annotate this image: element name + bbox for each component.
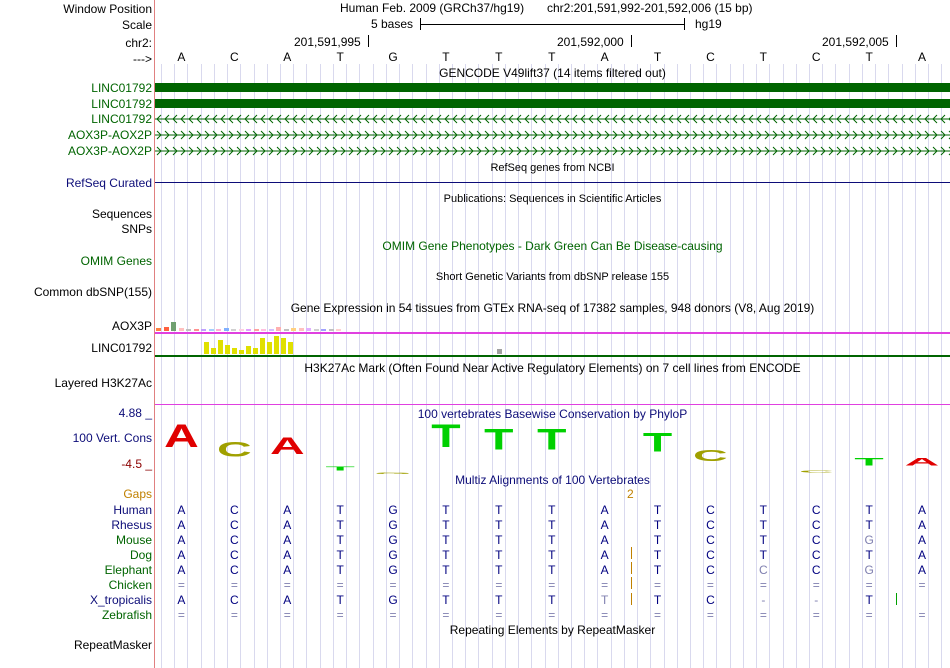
base-letter: C — [230, 50, 239, 64]
phylop-base-glyph: T — [537, 423, 567, 456]
gaps-label: Gaps — [123, 487, 152, 501]
scale-right-tick — [684, 18, 685, 30]
gencode-item-label-4[interactable]: AOX3P-AOX2P — [67, 128, 152, 142]
gtex-tissue-bar[interactable] — [336, 329, 341, 331]
publications-track-title[interactable]: Publications: Sequences in Scientific Articles — [443, 193, 662, 205]
alignment-base: = — [812, 578, 820, 592]
alignment-base: = — [759, 578, 767, 592]
alignment-base: T — [865, 503, 873, 517]
gtex-tissue-bar[interactable] — [321, 329, 326, 331]
gtex-tissue-bar[interactable] — [267, 342, 272, 354]
alignment-base: T — [653, 548, 662, 562]
alignment-base: C — [230, 563, 239, 577]
gtex-linc01792-gene-line — [155, 355, 950, 357]
species-label[interactable]: Chicken — [108, 578, 152, 592]
gtex-label-aox3p[interactable]: AOX3P — [111, 319, 152, 333]
alignment-base: T — [600, 593, 609, 607]
alignment-base: C — [811, 503, 821, 517]
omim-track-title[interactable]: OMIM Gene Phenotypes - Dark Green Can Be Disease-causing — [382, 239, 723, 253]
gtex-tissue-bar[interactable] — [239, 350, 244, 354]
base-letter: G — [388, 50, 398, 64]
alignment-base: A — [918, 533, 927, 547]
alignment-base: = — [706, 608, 714, 622]
alignment-base: C — [230, 593, 239, 607]
gtex-tissue-bar[interactable] — [201, 329, 206, 331]
refseq-label[interactable]: RefSeq Curated — [65, 176, 152, 190]
alignment-base: = — [336, 608, 344, 622]
alignment-base: T — [336, 548, 344, 562]
alignment-base: T — [653, 593, 662, 607]
gtex-tissue-bar[interactable] — [291, 328, 296, 331]
phylop-base-glyph: C — [693, 446, 728, 465]
gtex-tissue-bar[interactable] — [269, 329, 274, 331]
gtex-track-title[interactable]: Gene Expression in 54 tissues from GTEx RNA-seq of 17382 samples, 948 donors (V8, Aug 2019) — [290, 301, 815, 315]
h3k27ac-label[interactable]: Layered H3K27Ac — [54, 376, 152, 390]
alignment-base: = — [389, 578, 397, 592]
gtex-tissue-bar[interactable] — [239, 329, 244, 331]
gtex-tissue-bar[interactable] — [218, 340, 223, 354]
phylop-base-glyph: A — [904, 456, 940, 469]
gtex-tissue-bar[interactable] — [497, 349, 502, 354]
gtex-tissue-bar[interactable] — [274, 336, 279, 354]
alignment-base: T — [548, 593, 556, 607]
alignment-base: G — [864, 563, 874, 577]
alignment-base: = — [654, 578, 662, 592]
phylop-base-glyph: T — [431, 417, 461, 455]
repeatmasker-track-title[interactable]: Repeating Elements by RepeatMasker — [449, 623, 656, 637]
alignment-base: T — [336, 593, 344, 607]
species-label[interactable]: Mouse — [115, 533, 152, 547]
gtex-tissue-bar[interactable] — [254, 329, 259, 331]
base-letter: C — [706, 50, 715, 64]
phylop-base-glyph: C — [798, 470, 834, 474]
alignment-base: T — [495, 533, 503, 547]
alignment-base: T — [442, 503, 450, 517]
alignment-base: A — [600, 548, 609, 562]
alignment-base: T — [759, 533, 768, 547]
alignment-base: A — [283, 518, 292, 532]
base-letter: T — [548, 50, 556, 64]
gtex-tissue-bar[interactable] — [232, 348, 237, 354]
base-letter: A — [600, 50, 609, 64]
gtex-tissue-bar[interactable] — [204, 342, 209, 354]
publications-sequences-label[interactable]: Sequences — [91, 207, 152, 221]
gtex-tissue-bar[interactable] — [284, 329, 289, 331]
alignment-base: A — [600, 563, 609, 577]
alignment-base: G — [388, 533, 398, 547]
alignment-base: = — [759, 608, 767, 622]
alignment-base: A — [918, 563, 927, 577]
strand-arrow-label: ---> — [133, 52, 152, 66]
scale-label: Scale — [121, 18, 152, 32]
alignment-base: T — [495, 503, 503, 517]
dbsnp-track-title[interactable]: Short Genetic Variants from dbSNP release 155 — [435, 271, 670, 283]
alignment-base: C — [230, 533, 239, 547]
gtex-tissue-bar[interactable] — [224, 328, 229, 331]
assembly-text: Human Feb. 2009 (GRCh37/hg19) — [340, 1, 525, 15]
chrom-label: chr2: — [125, 36, 152, 50]
alignment-base: A — [918, 518, 927, 532]
alignment-base: C — [706, 563, 715, 577]
alignment-base: = — [601, 608, 609, 622]
insertion-marker — [631, 577, 632, 589]
phylop-base-glyph: T — [325, 465, 355, 472]
coord-tick-1 — [368, 35, 369, 47]
base-letter: T — [865, 50, 873, 64]
alignment-base: = — [918, 608, 926, 622]
alignment-base: G — [388, 548, 398, 562]
phylop-base-glyph: T — [642, 428, 673, 458]
gtex-tissue-bar[interactable] — [164, 327, 169, 331]
repeatmasker-label[interactable]: RepeatMasker — [73, 638, 152, 652]
alignment-base: = — [230, 608, 238, 622]
phylop-track-title[interactable]: 100 vertebrates Basewise Conservation by PhyloP — [417, 407, 688, 421]
gtex-aox3p-gene-line — [155, 332, 950, 334]
gtex-tissue-bar[interactable] — [329, 329, 334, 331]
gencode-exon-bar-2[interactable] — [155, 99, 950, 108]
alignment-base: = — [177, 608, 185, 622]
refseq-intron-line[interactable] — [155, 182, 950, 183]
base-letter: A — [283, 50, 292, 64]
alignment-base: T — [442, 533, 450, 547]
coord-tick-3 — [896, 35, 897, 47]
h3k27ac-track-title[interactable]: H3K27Ac Mark (Often Found Near Active Regulatory Elements) on 7 cell lines from ENCODE — [304, 361, 801, 375]
alignment-base: C — [230, 548, 239, 562]
alignment-base: T — [653, 518, 662, 532]
alignment-base: = — [177, 578, 185, 592]
alignment-base: = — [442, 578, 450, 592]
alignment-base: C — [706, 548, 715, 562]
alignment-base: T — [548, 548, 556, 562]
alignment-base: = — [389, 608, 397, 622]
gtex-tissue-bar[interactable] — [194, 329, 199, 331]
alignment-base: = — [865, 578, 873, 592]
gencode-item-label-1[interactable]: LINC01792 — [91, 81, 152, 95]
alignment-end-marker — [896, 593, 897, 605]
species-label[interactable]: Human — [113, 503, 152, 517]
alignment-base: G — [388, 518, 398, 532]
alignment-base: A — [918, 503, 927, 517]
window-position-label: Window Position — [63, 2, 152, 16]
base-letter: T — [336, 50, 344, 64]
gtex-tissue-bar[interactable] — [156, 328, 161, 331]
position-text: chr2:201,591,992-201,592,006 (15 bp) — [547, 1, 753, 15]
alignment-base: A — [177, 593, 186, 607]
alignment-base: T — [548, 533, 556, 547]
coord-label-3: 201,592,005 — [822, 35, 889, 49]
gtex-tissue-bar[interactable] — [209, 329, 214, 331]
gtex-tissue-bar[interactable] — [186, 329, 191, 331]
gencode-item-label-5[interactable]: AOX3P-AOX2P — [67, 144, 152, 158]
alignment-base: C — [706, 533, 715, 547]
alignment-base: = — [706, 578, 714, 592]
species-label[interactable]: Zebrafish — [101, 608, 152, 622]
gtex-tissue-bar[interactable] — [299, 328, 304, 331]
alignment-base: G — [388, 503, 398, 517]
alignment-base: C — [811, 563, 821, 577]
alignment-base: C — [811, 518, 821, 532]
alignment-base: T — [442, 518, 450, 532]
gencode-intron-forward-4[interactable] — [155, 129, 950, 141]
alignment-base: A — [283, 533, 292, 547]
base-letter: T — [759, 50, 768, 64]
phylop-base-glyph: C — [216, 436, 252, 461]
alignment-base: A — [600, 503, 609, 517]
base-letter: T — [442, 50, 450, 64]
phylop-base-glyph: A — [269, 433, 305, 460]
coord-label-1: 201,591,995 — [294, 35, 361, 49]
insertion-marker — [631, 562, 632, 574]
alignment-base: T — [548, 518, 556, 532]
gencode-intron-reverse-3[interactable] — [155, 113, 950, 125]
gap-count: 2 — [627, 487, 634, 501]
alignment-base: A — [177, 503, 186, 517]
gtex-tissue-bar[interactable] — [179, 328, 184, 331]
base-letter: C — [811, 50, 821, 64]
scale-bar — [420, 24, 684, 25]
gtex-tissue-bar[interactable] — [246, 346, 251, 354]
alignment-base: G — [864, 533, 874, 547]
alignment-base: A — [177, 548, 186, 562]
publications-snps-label[interactable]: SNPs — [121, 222, 152, 236]
alignment-base: T — [548, 563, 556, 577]
gtex-tissue-bar[interactable] — [288, 342, 293, 354]
gencode-item-label-2[interactable]: LINC01792 — [91, 97, 152, 111]
alignment-base: A — [283, 548, 292, 562]
alignment-base: A — [177, 533, 186, 547]
alignment-base: C — [706, 503, 715, 517]
alignment-base: - — [761, 593, 766, 607]
gtex-tissue-bar[interactable] — [306, 328, 311, 331]
alignment-base: C — [230, 503, 239, 517]
gencode-intron-forward-5[interactable] — [155, 145, 950, 157]
alignment-base: T — [495, 548, 503, 562]
phylop-max-label: 4.88 _ — [118, 406, 152, 420]
refseq-track-title[interactable]: RefSeq genes from NCBI — [490, 162, 615, 174]
species-label[interactable]: X_tropicalis — [89, 593, 152, 607]
dbsnp-label[interactable]: Common dbSNP(155) — [33, 285, 152, 299]
alignment-base: T — [653, 533, 662, 547]
alignment-base: = — [336, 578, 344, 592]
alignment-base: T — [495, 593, 503, 607]
scale-db: hg19 — [695, 17, 722, 31]
alignment-base: A — [600, 533, 609, 547]
gencode-track-title[interactable]: GENCODE V49lift37 (14 items filtered out) — [439, 66, 666, 80]
gtex-tissue-bar[interactable] — [216, 329, 221, 331]
alignment-base: = — [442, 608, 450, 622]
gtex-tissue-bar[interactable] — [231, 329, 236, 331]
gtex-tissue-bar[interactable] — [260, 338, 265, 354]
alignment-base: T — [759, 503, 768, 517]
insertion-marker — [631, 547, 632, 559]
gtex-tissue-bar[interactable] — [211, 348, 216, 354]
gtex-tissue-bar[interactable] — [261, 329, 266, 331]
phylop-logo[interactable] — [155, 417, 950, 475]
h3k27ac-baseline — [155, 404, 950, 405]
alignment-base: T — [653, 503, 662, 517]
alignment-base: = — [918, 578, 926, 592]
species-label[interactable]: Rhesus — [111, 518, 152, 532]
alignment-base: T — [865, 518, 873, 532]
alignment-base: T — [336, 518, 344, 532]
gtex-tissue-bar[interactable] — [253, 348, 258, 354]
alignment-base: T — [442, 563, 450, 577]
alignment-base: T — [442, 593, 450, 607]
alignment-base: A — [283, 503, 292, 517]
gencode-exon-bar-1[interactable] — [155, 83, 950, 92]
alignment-base: G — [388, 563, 398, 577]
alignment-base: T — [336, 503, 344, 517]
phylop-base-glyph: G — [374, 472, 412, 475]
alignment-base: = — [230, 578, 238, 592]
scale-text: 5 bases — [371, 17, 414, 31]
phylop-base-glyph: A — [164, 417, 199, 455]
alignment-base: T — [759, 518, 768, 532]
alignment-base: A — [177, 563, 186, 577]
gtex-tissue-bar[interactable] — [171, 322, 176, 331]
gtex-label-linc01792[interactable]: LINC01792 — [91, 341, 152, 355]
alignment-base: - — [814, 593, 819, 607]
alignment-base: C — [230, 518, 239, 532]
alignment-base: = — [601, 578, 609, 592]
alignment-base: A — [600, 518, 609, 532]
omim-label[interactable]: OMIM Genes — [80, 254, 152, 268]
multiz-track-title[interactable]: Multiz Alignments of 100 Vertebrates — [455, 473, 650, 487]
alignment-base: T — [653, 563, 662, 577]
alignment-base: T — [865, 548, 873, 562]
coord-label-2: 201,592,000 — [557, 35, 624, 49]
alignment-base: T — [548, 503, 556, 517]
alignment-base: T — [495, 518, 503, 532]
alignment-base: = — [654, 608, 662, 622]
alignment-base: A — [283, 563, 292, 577]
alignment-base: = — [548, 578, 556, 592]
gtex-tissue-bar[interactable] — [225, 345, 230, 354]
species-label[interactable]: Dog — [129, 548, 152, 562]
coord-tick-2 — [631, 35, 632, 47]
base-letter: A — [918, 50, 927, 64]
alignment-base: T — [759, 548, 768, 562]
gtex-tissue-bar[interactable] — [314, 329, 319, 331]
alignment-base: T — [336, 563, 344, 577]
alignment-base: C — [811, 533, 821, 547]
insertion-marker — [631, 593, 632, 605]
phylop-base-glyph: T — [484, 423, 514, 456]
alignment-base: A — [177, 518, 186, 532]
alignment-base: = — [495, 608, 503, 622]
alignment-base: = — [548, 608, 556, 622]
alignment-base: C — [706, 518, 715, 532]
alignment-base: C — [759, 563, 768, 577]
base-letter: A — [177, 50, 186, 64]
gtex-tissue-bar[interactable] — [246, 329, 251, 331]
alignment-base: = — [812, 608, 820, 622]
alignment-base: = — [495, 578, 503, 592]
alignment-base: T — [865, 593, 873, 607]
alignment-base: = — [865, 608, 873, 622]
alignment-base: T — [442, 548, 450, 562]
species-label[interactable]: Elephant — [104, 563, 152, 577]
alignment-base: C — [811, 548, 821, 562]
gtex-tissue-bar[interactable] — [281, 338, 286, 354]
alignment-base: T — [495, 563, 503, 577]
phylop-base-glyph: T — [854, 456, 884, 469]
gtex-tissue-bar[interactable] — [276, 327, 281, 331]
base-letter: T — [495, 50, 503, 64]
alignment-base: G — [388, 593, 398, 607]
gencode-item-label-3[interactable]: LINC01792 — [91, 112, 152, 126]
alignment-base: C — [706, 593, 715, 607]
phylop-min-label: -4.5 _ — [121, 457, 152, 471]
alignment-base: A — [283, 593, 292, 607]
alignment-base: A — [918, 548, 927, 562]
alignment-base: = — [283, 578, 291, 592]
phylop-label[interactable]: 100 Vert. Cons — [72, 431, 152, 445]
alignment-base: = — [283, 608, 291, 622]
alignment-base: T — [336, 533, 344, 547]
base-letter: T — [653, 50, 662, 64]
